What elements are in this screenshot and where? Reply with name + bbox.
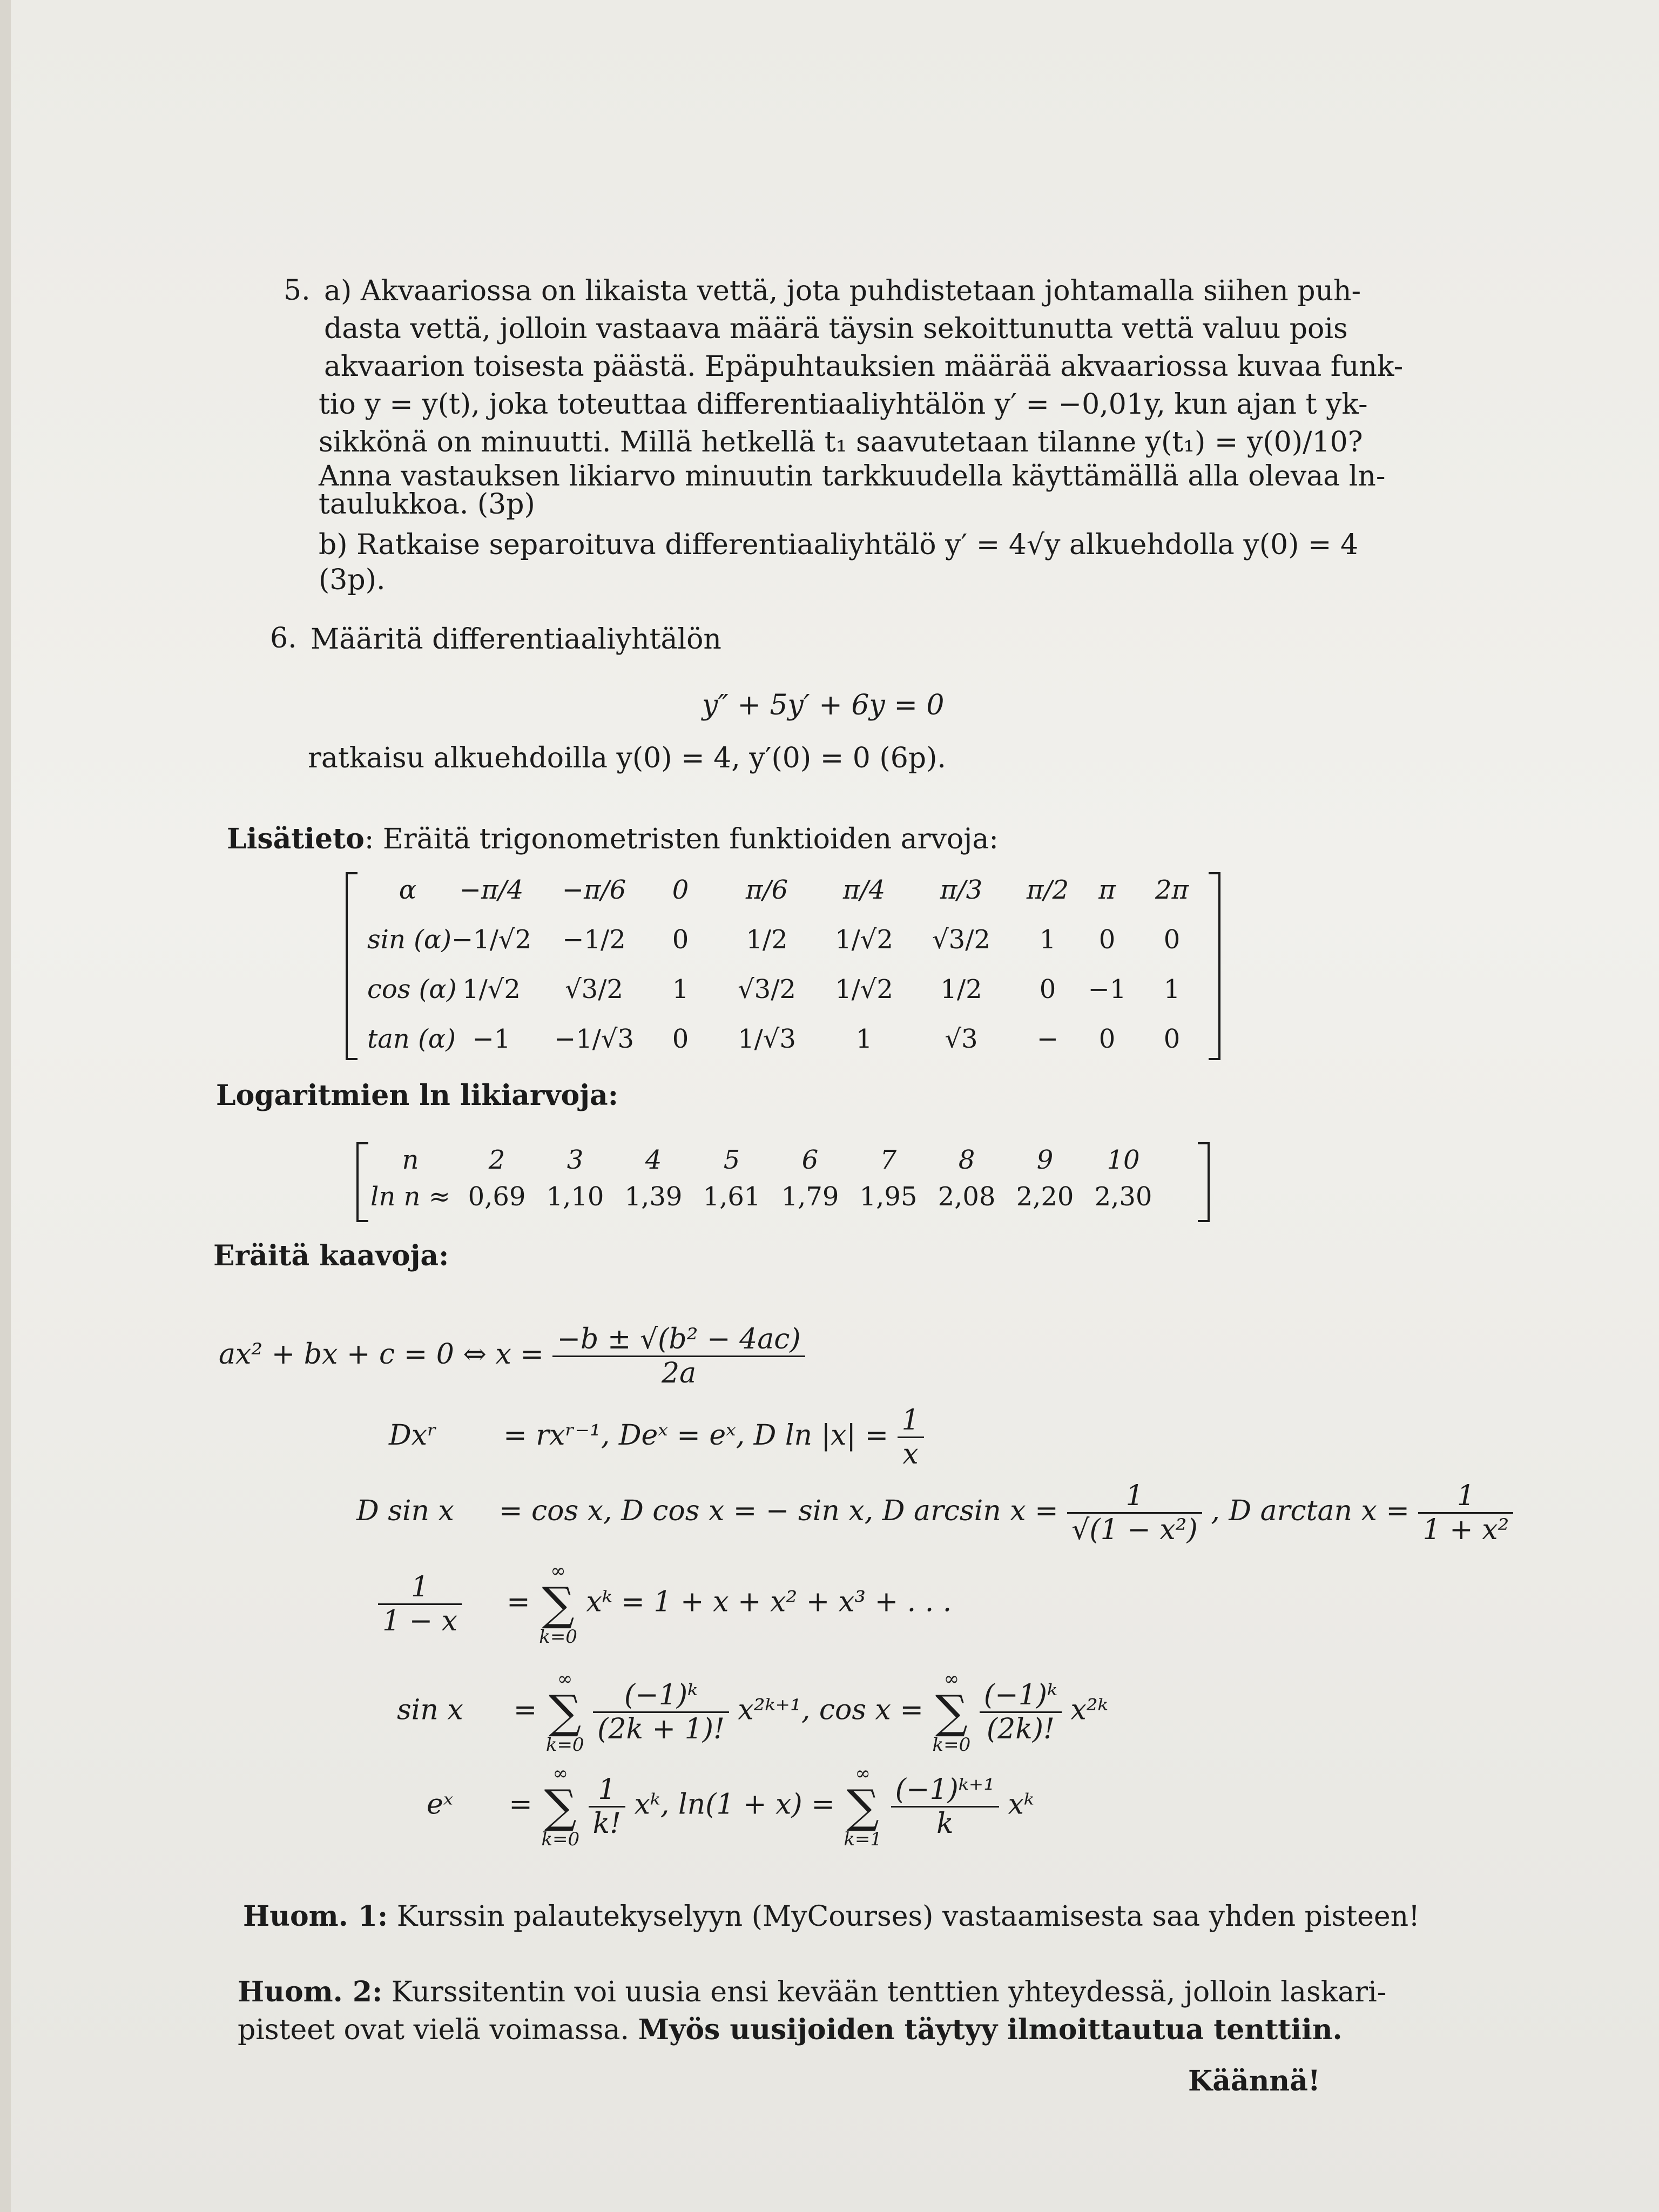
note-1-text: Kurssin palautekyselyyn (MyCourses) vastaamisesta saa yhden pisteen! <box>388 1900 1420 1933</box>
sin-den: (2k + 1)! <box>597 1712 725 1745</box>
trig-cell: 1/√2 <box>835 925 893 955</box>
sum-upper: ∞ <box>557 1668 573 1690</box>
trig-cell: 2π <box>1155 875 1189 905</box>
formulas-heading: Eräitä kaavoja: <box>213 1239 449 1272</box>
sum-upper: ∞ <box>550 1560 566 1582</box>
q5a-line: tio y = y(t), joka toteuttaa differentiaaliyhtälön y′ = −0,01y, kun ajan t yk- <box>319 388 1368 421</box>
trig-cell: 1/2 <box>746 925 788 955</box>
sum-symbol <box>844 1763 882 1850</box>
quadratic-numerator: −b ± √(b² − 4ac) <box>552 1323 805 1357</box>
ln-cell: 2,20 <box>1016 1182 1074 1212</box>
trig-heading-text: : Eräitä trigonometristen funktioiden arvoja: <box>364 823 999 855</box>
sum-lower: k=0 <box>539 1626 577 1648</box>
ln-cell: 1,39 <box>624 1182 683 1212</box>
trig-cell: 0 <box>672 875 689 905</box>
question-6-number: 6. <box>270 622 297 655</box>
trig-cell: 1/√2 <box>835 974 893 1004</box>
ln-cell: 6 <box>801 1145 819 1175</box>
trig-cell: π <box>1098 875 1116 905</box>
q5a-line: akvaarion toisesta päästä. Epäpuhtauksien määrää akvaariossa kuvaa funk- <box>324 350 1404 383</box>
derivative-formula-1 <box>389 1404 924 1471</box>
trig-cell: √3/2 <box>738 974 796 1004</box>
trig-cell: −1 <box>472 1024 511 1054</box>
ln-cell: 2,08 <box>938 1182 996 1212</box>
sum-lower: k=0 <box>545 1734 584 1756</box>
trig-row-label: α <box>399 875 417 905</box>
trig-cell: 0 <box>672 925 689 955</box>
ln-cell: 10 <box>1107 1145 1140 1175</box>
trig-cell: √3/2 <box>932 925 990 955</box>
right-bracket <box>1198 1142 1210 1222</box>
ln-cell: 4 <box>645 1145 662 1175</box>
sum-lower: k=0 <box>932 1734 971 1756</box>
q5a-line: Anna vastauksen likiarvo minuutin tarkkuudella käyttämällä alla olevaa ln- <box>319 460 1386 493</box>
d1-frac-num: 1 <box>898 1404 924 1438</box>
sum-sign: ∑ <box>846 1780 879 1833</box>
ln-cell: 1,95 <box>859 1182 918 1212</box>
log-den: k <box>936 1807 954 1840</box>
q5b-line: b) Ratkaise separoituva differentiaaliyhtälö y′ = 4√y alkuehdolla y(0) = 4 <box>319 529 1359 561</box>
sum-symbol <box>539 1561 577 1647</box>
d1-right: = rxʳ⁻¹, Deˣ = eˣ, D ln |x| = <box>503 1419 889 1452</box>
log-num: (−1)ᵏ⁺¹ <box>891 1773 1000 1808</box>
trig-table <box>346 872 1220 1067</box>
trig-cell: π/2 <box>1026 875 1069 905</box>
d2-frac1-num: 1 <box>1067 1480 1202 1514</box>
sin-tail: x²ᵏ⁺¹, cos x = <box>738 1694 923 1727</box>
sum-symbol <box>933 1669 971 1755</box>
sin-left: sin x <box>397 1694 463 1727</box>
turn-page-note: Käännä! <box>1188 2065 1320 2098</box>
geo-den: 1 − x <box>382 1604 458 1637</box>
trig-cell: π/3 <box>940 875 983 905</box>
question-5-number: 5. <box>284 274 311 307</box>
trig-cell: −π/4 <box>459 875 524 905</box>
sin-eq: = <box>513 1694 537 1727</box>
sum-sign: ∑ <box>549 1685 582 1738</box>
trig-cell: 1 <box>1163 974 1181 1004</box>
sum-upper: ∞ <box>943 1668 960 1690</box>
trig-cell: −1/√2 <box>451 925 532 955</box>
trig-cell: −1 <box>1088 974 1127 1004</box>
geometric-series <box>378 1561 952 1647</box>
d2-frac2-den: 1 + x² <box>1422 1514 1509 1546</box>
note-2-label: Huom. 2: <box>238 1975 383 2008</box>
trig-cell: −1/2 <box>562 925 626 955</box>
left-bracket <box>346 872 358 1060</box>
exp-tail: xᵏ, ln(1 + x) = <box>634 1788 835 1821</box>
quadratic-denominator: 2a <box>662 1357 697 1390</box>
ln-heading: Logaritmien ln likiarvoja: <box>216 1079 618 1112</box>
geo-right: xᵏ = 1 + x + x² + x³ + . . . <box>586 1586 952 1618</box>
d1-frac-den: x <box>902 1438 919 1471</box>
trig-cell: 0 <box>1163 1024 1181 1054</box>
ln-cell: 7 <box>880 1145 897 1175</box>
question-6-intro: Määritä differentiaaliyhtälön <box>311 623 721 656</box>
d2-mid: , D arctan x = <box>1211 1495 1410 1527</box>
note-2-text-1: Kurssitentin voi uusia ensi kevään tenttien yhteydessä, jolloin laskari- <box>382 1976 1387 2008</box>
note-1-label: Huom. 1: <box>243 1900 388 1933</box>
trig-cell: 1 <box>855 1024 873 1054</box>
question-6-equation: y″ + 5y′ + 6y = 0 <box>702 689 945 721</box>
q5a-line: a) Akvaariossa on likaista vettä, jota puhdistetaan johtamalla siihen puh- <box>324 275 1361 307</box>
q5a-line: dasta vettä, jolloin vastaava määrä täysin sekoittunutta vettä valuu pois <box>324 313 1348 345</box>
d2-frac2-num: 1 <box>1418 1480 1513 1514</box>
d2-left: D sin x <box>356 1495 454 1527</box>
ln-row-label: n <box>402 1145 419 1175</box>
sin-cos-series <box>397 1669 1108 1755</box>
q5b-line: (3p). <box>319 564 386 596</box>
geo-eq: = <box>507 1586 530 1618</box>
quadratic-left: ax² + bx + c = 0 ⇔ x = <box>219 1338 544 1371</box>
ln-cell: 3 <box>567 1145 584 1175</box>
ln-cell: 2,30 <box>1094 1182 1152 1212</box>
ln-cell: 8 <box>958 1145 975 1175</box>
trig-heading-bold: Lisätieto <box>227 822 365 855</box>
trig-cell: 1/2 <box>940 974 982 1004</box>
sum-upper: ∞ <box>552 1763 568 1784</box>
q5a-line: taulukkoa. (3p) <box>319 488 535 521</box>
trig-cell: −π/6 <box>562 875 626 905</box>
q5a-line: sikkönä on minuutti. Millä hetkellä t₁ saavutetaan tilanne y(t₁) = y(0)/10? <box>319 426 1363 458</box>
note-1 <box>243 1898 1420 1935</box>
trig-cell: 0 <box>1163 925 1181 955</box>
exp-log-series <box>427 1763 1034 1850</box>
exp-left: eˣ <box>427 1788 454 1821</box>
sum-lower: k=1 <box>844 1829 882 1850</box>
d1-left: Dxʳ <box>389 1419 437 1452</box>
ln-table <box>356 1142 1210 1223</box>
geo-num: 1 <box>378 1571 462 1605</box>
trig-cell: π/6 <box>745 875 788 905</box>
trig-cell: 1 <box>1039 925 1056 955</box>
trig-cell: 0 <box>672 1024 689 1054</box>
trig-cell: √3/2 <box>565 974 623 1004</box>
trig-cell: 1/√2 <box>462 974 521 1004</box>
quadratic-formula <box>219 1323 805 1390</box>
left-bracket <box>356 1142 368 1222</box>
sum-upper: ∞ <box>855 1763 871 1784</box>
sum-symbol <box>541 1763 579 1850</box>
note-2-text-2a: pisteet ovat vielä voimassa. <box>238 2014 638 2046</box>
ln-cell: 9 <box>1036 1145 1054 1175</box>
note-2-line-1 <box>238 1974 1386 2011</box>
ln-cell: 1,79 <box>781 1182 839 1212</box>
trig-cell: − <box>1036 1024 1059 1054</box>
sum-sign: ∑ <box>544 1780 577 1833</box>
derivative-formula-2 <box>356 1480 1513 1546</box>
exp-eq: = <box>509 1788 532 1821</box>
trig-cell: √3 <box>945 1024 978 1054</box>
d2-right: = cos x, D cos x = − sin x, D arcsin x = <box>498 1495 1058 1527</box>
d2-frac1-den: √(1 − x²) <box>1071 1514 1198 1546</box>
trig-cell: 0 <box>1098 925 1116 955</box>
trig-row-label: cos (α) <box>367 974 457 1004</box>
sum-symbol <box>546 1669 584 1755</box>
ln-cell: 2 <box>488 1145 505 1175</box>
exp-num: 1 <box>589 1773 625 1808</box>
sin-num: (−1)ᵏ <box>593 1679 729 1713</box>
exam-paper <box>11 0 1659 2212</box>
trig-cell: π/4 <box>842 875 886 905</box>
sum-lower: k=0 <box>541 1829 580 1850</box>
cos-tail: x²ᵏ <box>1070 1694 1108 1727</box>
trig-row-label: sin (α) <box>367 925 452 955</box>
cos-den: (2k)! <box>986 1712 1055 1745</box>
trig-cell: 1/√3 <box>738 1024 796 1054</box>
ln-row-label: ln n ≈ <box>370 1182 450 1212</box>
ln-cell: 1,10 <box>546 1182 604 1212</box>
log-tail: xᵏ <box>1008 1788 1034 1821</box>
sum-sign: ∑ <box>542 1577 575 1630</box>
trig-cell: −1/√3 <box>554 1024 635 1054</box>
trig-cell: 0 <box>1039 974 1056 1004</box>
ln-cell: 1,61 <box>703 1182 761 1212</box>
trig-heading <box>227 821 999 858</box>
cos-num: (−1)ᵏ <box>980 1679 1062 1713</box>
ln-cell: 0,69 <box>468 1182 526 1212</box>
ln-cell: 5 <box>723 1145 740 1175</box>
note-2-line-2 <box>238 2012 1343 2048</box>
sum-sign: ∑ <box>935 1685 968 1738</box>
trig-cell: 1 <box>672 974 689 1004</box>
trig-row-label: tan (α) <box>367 1024 456 1054</box>
question-6-condition: ratkaisu alkuehdoilla y(0) = 4, y′(0) = 0 (6p). <box>308 742 946 774</box>
trig-cell: 0 <box>1098 1024 1116 1054</box>
note-2-text-2b: Myös uusijoiden täytyy ilmoittautua tenttiin. <box>638 2013 1343 2046</box>
exp-den: k! <box>592 1807 622 1840</box>
